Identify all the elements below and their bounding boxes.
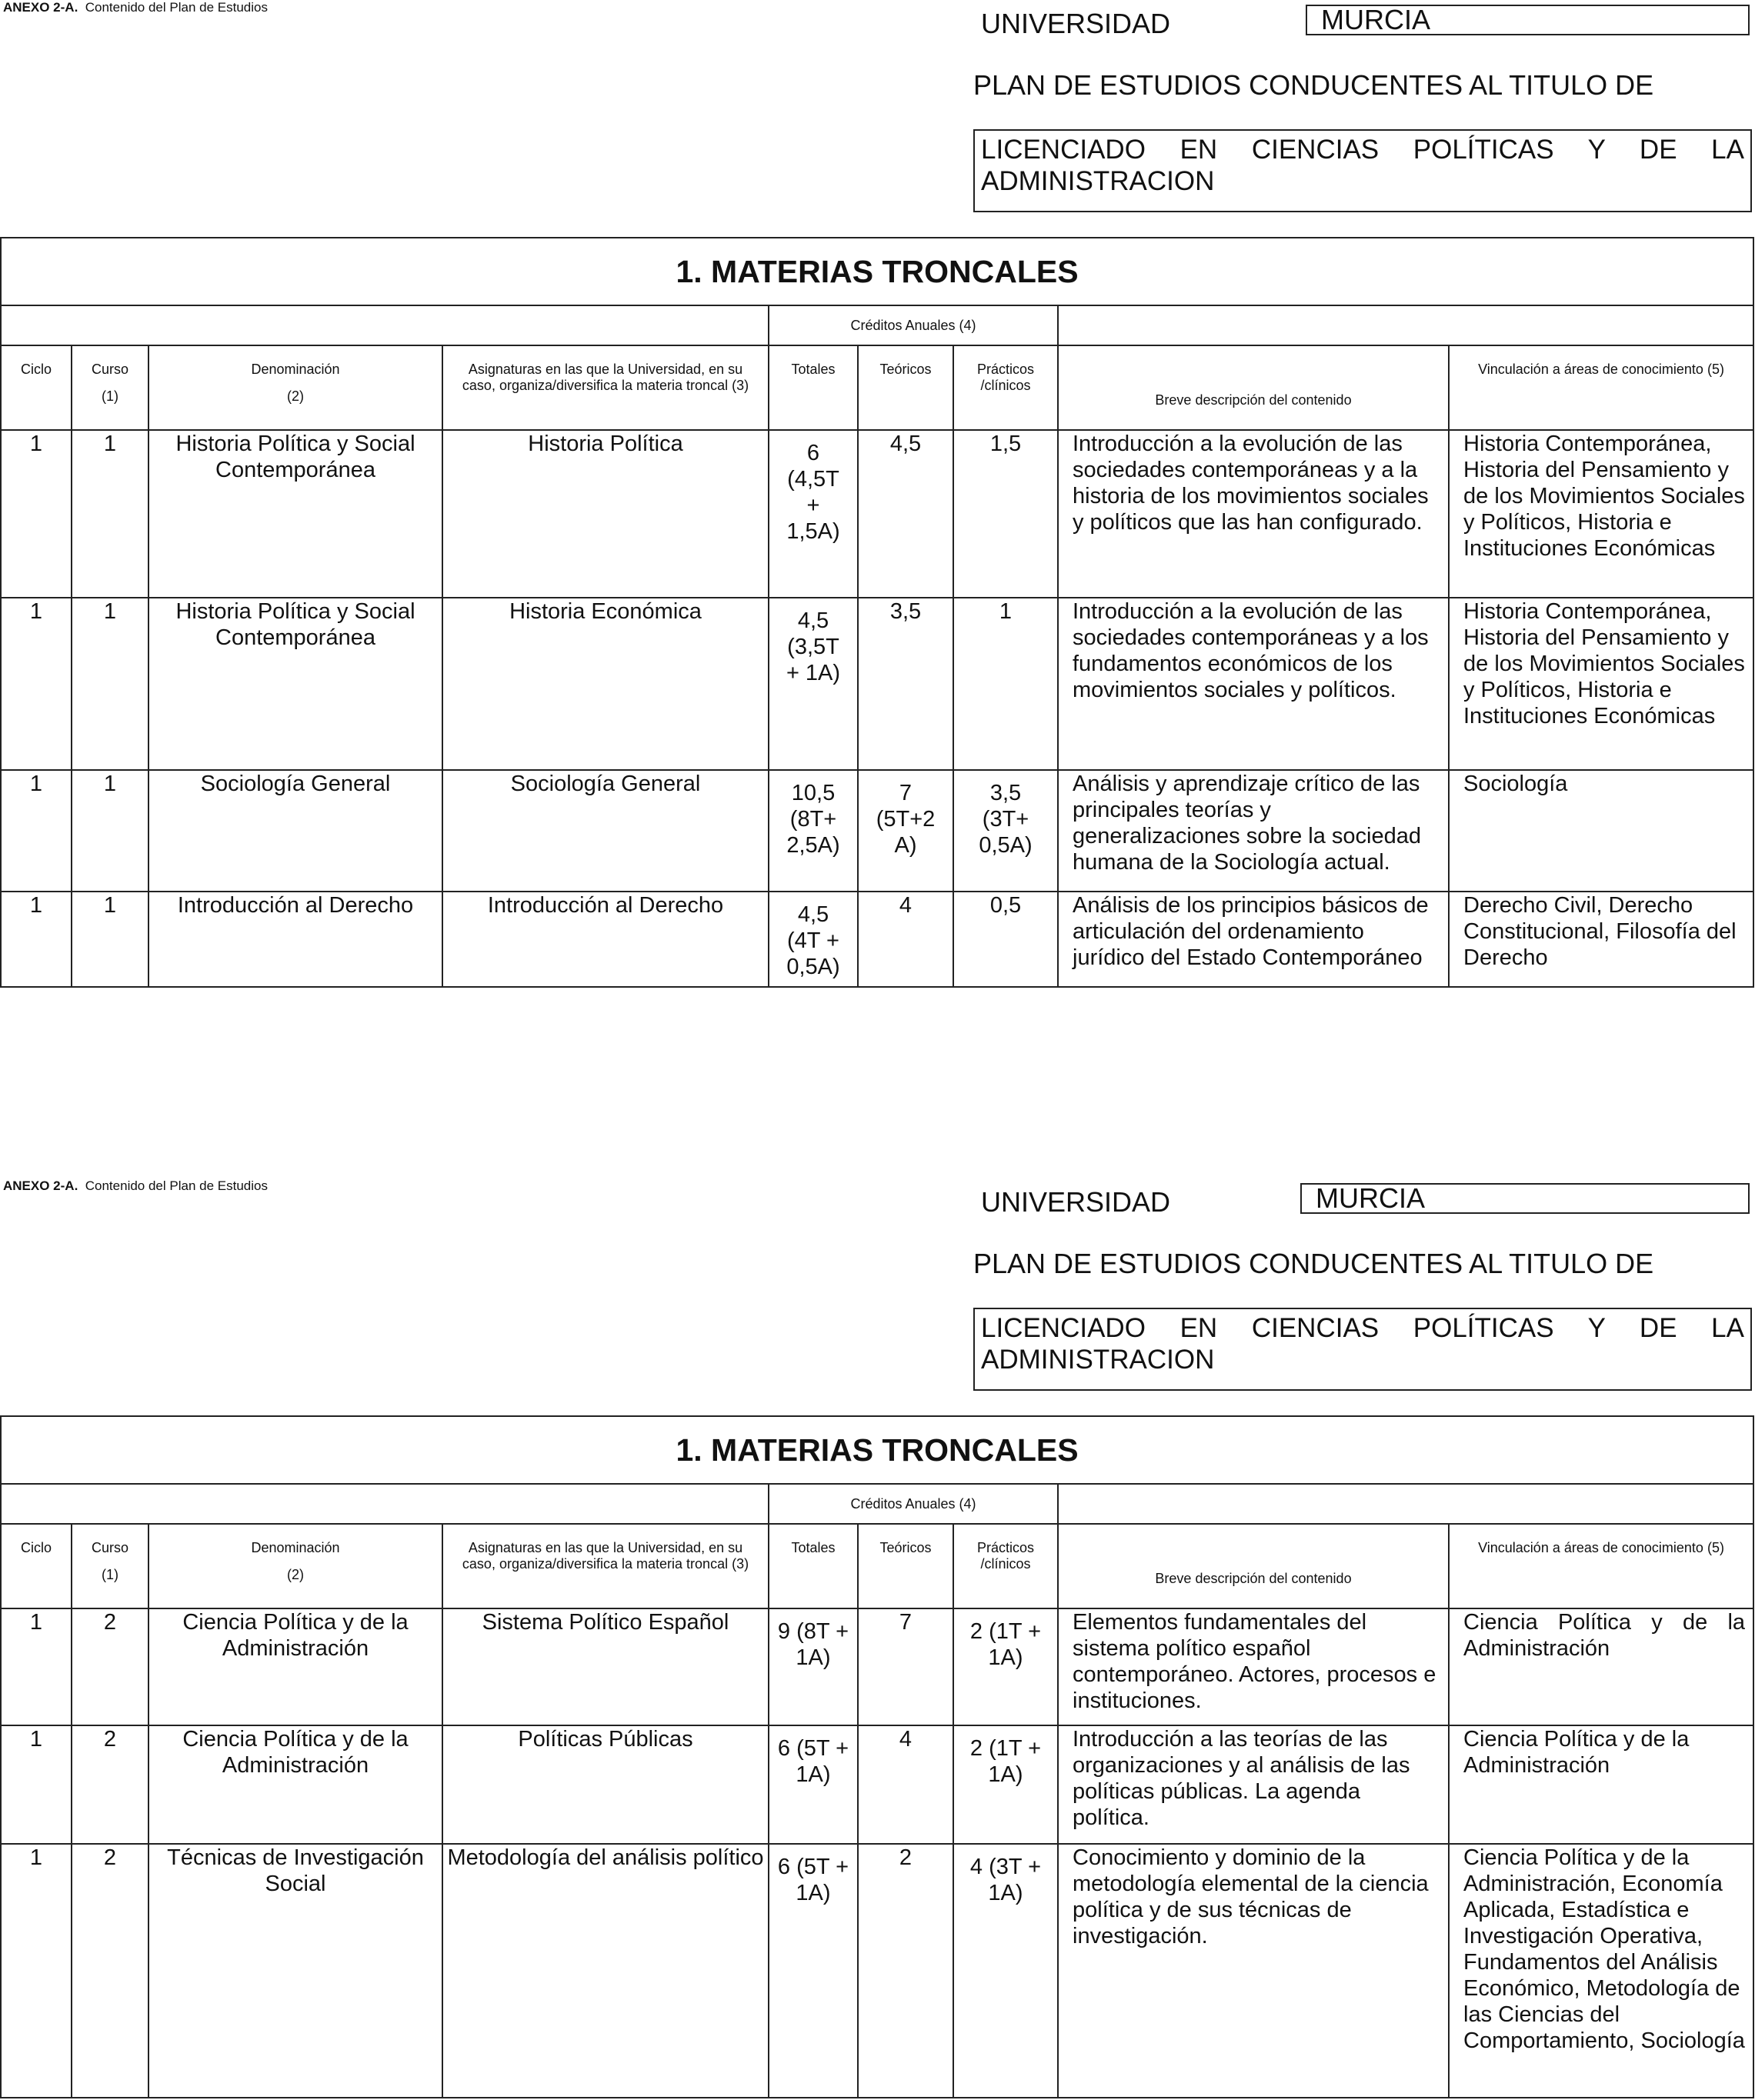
- header-practicos: Prácticos /clínicos: [953, 1524, 1058, 1608]
- table-row: 1 2 Técnicas de Investigación Social Metodología del análisis político 6 (5T + 1A) 2 4 (3T + 1A) Conocimiento y dominio de la metodología elemental de la ciencia política y de sus técnicas de investigación. Ciencia Política y de la Administración, Economía Aplicada, Estadística e Investigación Operativa, Fundamentos del Análisis Económico, Metodología de las Ciencias del Comportamiento, Sociología: [1, 1844, 1753, 2098]
- header-breve: Breve descripción del contenido: [1058, 345, 1449, 430]
- universidad-value: MURCIA: [1300, 1183, 1750, 1214]
- document-page-2: [0, 1178, 1755, 2100]
- header-denominacion: Denominación (2): [148, 1524, 442, 1608]
- section-title: 1. MATERIAS TRONCALES: [1, 1416, 1753, 1484]
- table-row: 1 1 Sociología General Sociología General 10,5 (8T+ 2,5A) 7 (5T+2 A) 3,5 (3T+ 0,5A) Análisis y aprendizaje crítico de las principales teorías y generalizaciones sobre la sociedad humana de la Sociología actual. Sociología: [1, 770, 1753, 892]
- header-breve: Breve descripción del contenido: [1058, 1524, 1449, 1608]
- titulo-line-1: LICENCIADO EN CIENCIAS POLÍTICAS Y DE LA: [981, 135, 1744, 165]
- titulo-line-1: LICENCIADO EN CIENCIAS POLÍTICAS Y DE LA: [981, 1313, 1744, 1343]
- header-asignaturas: Asignaturas en las que la Universidad, en su caso, organiza/diversifica la materia troncal (3): [442, 345, 769, 430]
- header-teoricos: Teóricos: [858, 345, 953, 430]
- header-vinculacion: Vinculación a áreas de conocimiento (5): [1449, 1524, 1753, 1608]
- table-row: 1 1 Introducción al Derecho Introducción al Derecho 4,5 (4T + 0,5A) 4 0,5 Análisis de los principios básicos de articulación del ordenamiento jurídico del Estado Contemporáneo Derecho Civil, Derecho Constitucional, Filosofía del Derecho: [1, 892, 1753, 987]
- creditos-header: Créditos Anuales (4): [769, 1484, 1058, 1524]
- creditos-header: Créditos Anuales (4): [769, 305, 1058, 345]
- materias-table: [0, 1415, 1754, 2098]
- header-denominacion: Denominación (2): [148, 345, 442, 430]
- table-row: 1 2 Ciencia Política y de la Administración Sistema Político Español 9 (8T + 1A) 7 2 (1T + 1A) Elementos fundamentales del sistema político español contemporáneo. Actores, procesos e instituciones. Ciencia Política y de la Administración: [1, 1608, 1753, 1725]
- header-practicos: Prácticos /clínicos: [953, 345, 1058, 430]
- anexo-header: ANEXO 2-A. Contenido del Plan de Estudios: [3, 1178, 268, 1193]
- column-headers: [1, 1524, 1753, 1608]
- titulo-box: [973, 1308, 1752, 1391]
- header-ciclo: Ciclo: [1, 1524, 72, 1608]
- section-title: 1. MATERIAS TRONCALES: [1, 238, 1753, 305]
- header-vinculacion: Vinculación a áreas de conocimiento (5): [1449, 345, 1753, 430]
- header-asignaturas: Asignaturas en las que la Universidad, en su caso, organiza/diversifica la materia troncal (3): [442, 1524, 769, 1608]
- header-curso: Curso (1): [72, 345, 148, 430]
- plan-label: PLAN DE ESTUDIOS CONDUCENTES AL TITULO DE: [973, 1248, 1654, 1279]
- header-totales: Totales: [769, 345, 858, 430]
- titulo-box: [973, 129, 1752, 212]
- materias-table: [0, 237, 1754, 988]
- column-headers: [1, 345, 1753, 430]
- header-totales: Totales: [769, 1524, 858, 1608]
- titulo-line-2: ADMINISTRACION: [981, 1345, 1215, 1375]
- header-curso: Curso (1): [72, 1524, 148, 1608]
- titulo-line-2: ADMINISTRACION: [981, 166, 1215, 196]
- table-row: 1 1 Historia Política y Social Contemporánea Historia Económica 4,5 (3,5T + 1A) 3,5 1 Introducción a la evolución de las sociedades contemporáneas y a los fundamentos económicos de los movimientos sociales y políticos. Historia Contemporánea, Historia del Pensamiento y de los Movimientos Sociales y Políticos, Historia e Instituciones Económicas: [1, 598, 1753, 770]
- header-ciclo: Ciclo: [1, 345, 72, 430]
- plan-label: PLAN DE ESTUDIOS CONDUCENTES AL TITULO DE: [973, 69, 1654, 101]
- anexo-header: ANEXO 2-A. Contenido del Plan de Estudios: [3, 0, 268, 15]
- document-page-1: [0, 0, 1755, 1031]
- universidad-value: MURCIA: [1306, 5, 1750, 35]
- table-row: 1 1 Historia Política y Social Contemporánea Historia Política 6 (4,5T + 1,5A) 4,5 1,5 Introducción a la evolución de las sociedades contemporáneas y a la historia de los movimientos sociales y políticos que las han configurado. Historia Contemporánea, Historia del Pensamiento y de los Movimientos Sociales y Políticos, Historia e Instituciones Económicas: [1, 430, 1753, 598]
- universidad-label: UNIVERSIDAD: [981, 8, 1171, 39]
- universidad-label: UNIVERSIDAD: [981, 1186, 1171, 1218]
- header-teoricos: Teóricos: [858, 1524, 953, 1608]
- table-row: 1 2 Ciencia Política y de la Administración Políticas Públicas 6 (5T + 1A) 4 2 (1T + 1A) Introducción a las teorías de las organizaciones y al análisis de las políticas públicas. La agenda política. Ciencia Política y de la Administración: [1, 1725, 1753, 1844]
